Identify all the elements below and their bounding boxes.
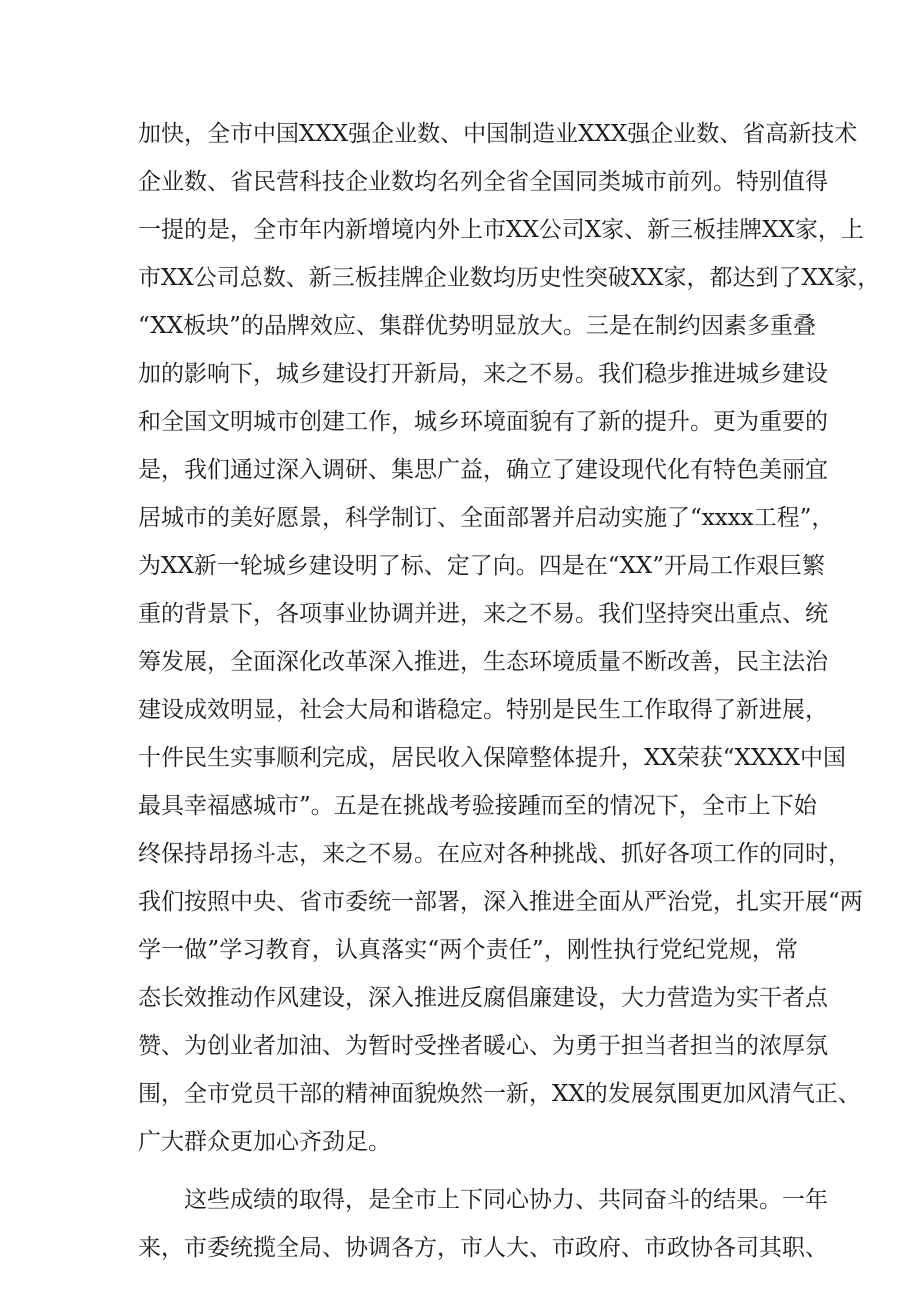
text-line: 重的背景下，各项事业协调并进，来之不易。我们坚持突出重点、统 bbox=[138, 601, 828, 627]
text-line: 一提的是，全市年内新增境内外上市XX公司X家、新三板挂牌XX家，上 bbox=[138, 217, 864, 243]
text-line: 来，市委统揽全局、协调各方，市人大、市政府、市政协各司其职、 bbox=[138, 1235, 828, 1261]
text-line: 终保持昂扬斗志，来之不易。在应对各种挑战、抓好各项工作的同时， bbox=[138, 841, 851, 867]
text-line: 学一做”学习教育，认真落实“两个责任”，刚性执行党纪党规，常 bbox=[138, 937, 798, 963]
text-line: 赞、为创业者加油、为暂时受挫者暖心、为勇于担当者担当的浓厚氛 bbox=[138, 1033, 828, 1059]
text-line: 企业数、省民营科技企业数均名列全省全国同类城市前列。特别值得 bbox=[138, 169, 828, 195]
text-line: 态长效推动作风建设，深入推进反腐倡廉建设，大力营造为实干者点 bbox=[138, 985, 828, 1011]
text-line: “XX板块”的品牌效应、集群优势明显放大。三是在制约因素多重叠 bbox=[138, 313, 816, 339]
text-line: 我们按照中央、省市委统一部署，深入推进全面从严治党，扎实开展“两 bbox=[138, 889, 863, 915]
text-line: 广大群众更加心齐劲足。 bbox=[138, 1129, 391, 1155]
text-line: 围，全市党员干部的精神面貌焕然一新，XX的发展氛围更加风清气正、 bbox=[138, 1081, 861, 1107]
text-line: 为XX新一轮城乡建设明了标、定了向。四是在“XX”开局工作艰巨繁 bbox=[138, 553, 826, 579]
text-line: 加快，全市中国XXX强企业数、中国制造业XXX强企业数、省高新技术 bbox=[138, 121, 858, 147]
text-line: 最具幸福感城市”。五是在挑战考验接踵而至的情况下，全市上下始 bbox=[138, 793, 817, 819]
text-line: 建设成效明显，社会大局和谐稳定。特别是民生工作取得了新进展， bbox=[138, 697, 828, 723]
text-line: 居城市的美好愿景，科学制订、全面部署并启动实施了“xxxx工程”， bbox=[138, 505, 835, 531]
text-line: 筹发展，全面深化改革深入推进，生态环境质量不断改善，民主法治 bbox=[138, 649, 828, 675]
text-line: 是，我们通过深入调研、集思广益，确立了建设现代化有特色美丽宜 bbox=[138, 457, 828, 483]
text-line: 市XX公司总数、新三板挂牌企业数均历史性突破XX家，都达到了XX家， bbox=[138, 265, 881, 291]
text-line: 这些成绩的取得，是全市上下同心协力、共同奋斗的结果。一年 bbox=[184, 1187, 828, 1213]
text-line: 和全国文明城市创建工作，城乡环境面貌有了新的提升。更为重要的 bbox=[138, 409, 828, 435]
text-line: 加的影响下，城乡建设打开新局，来之不易。我们稳步推进城乡建设 bbox=[138, 361, 828, 387]
text-line: 十件民生实事顺利完成，居民收入保障整体提升，XX荣获“XXXX中国 bbox=[138, 745, 847, 771]
